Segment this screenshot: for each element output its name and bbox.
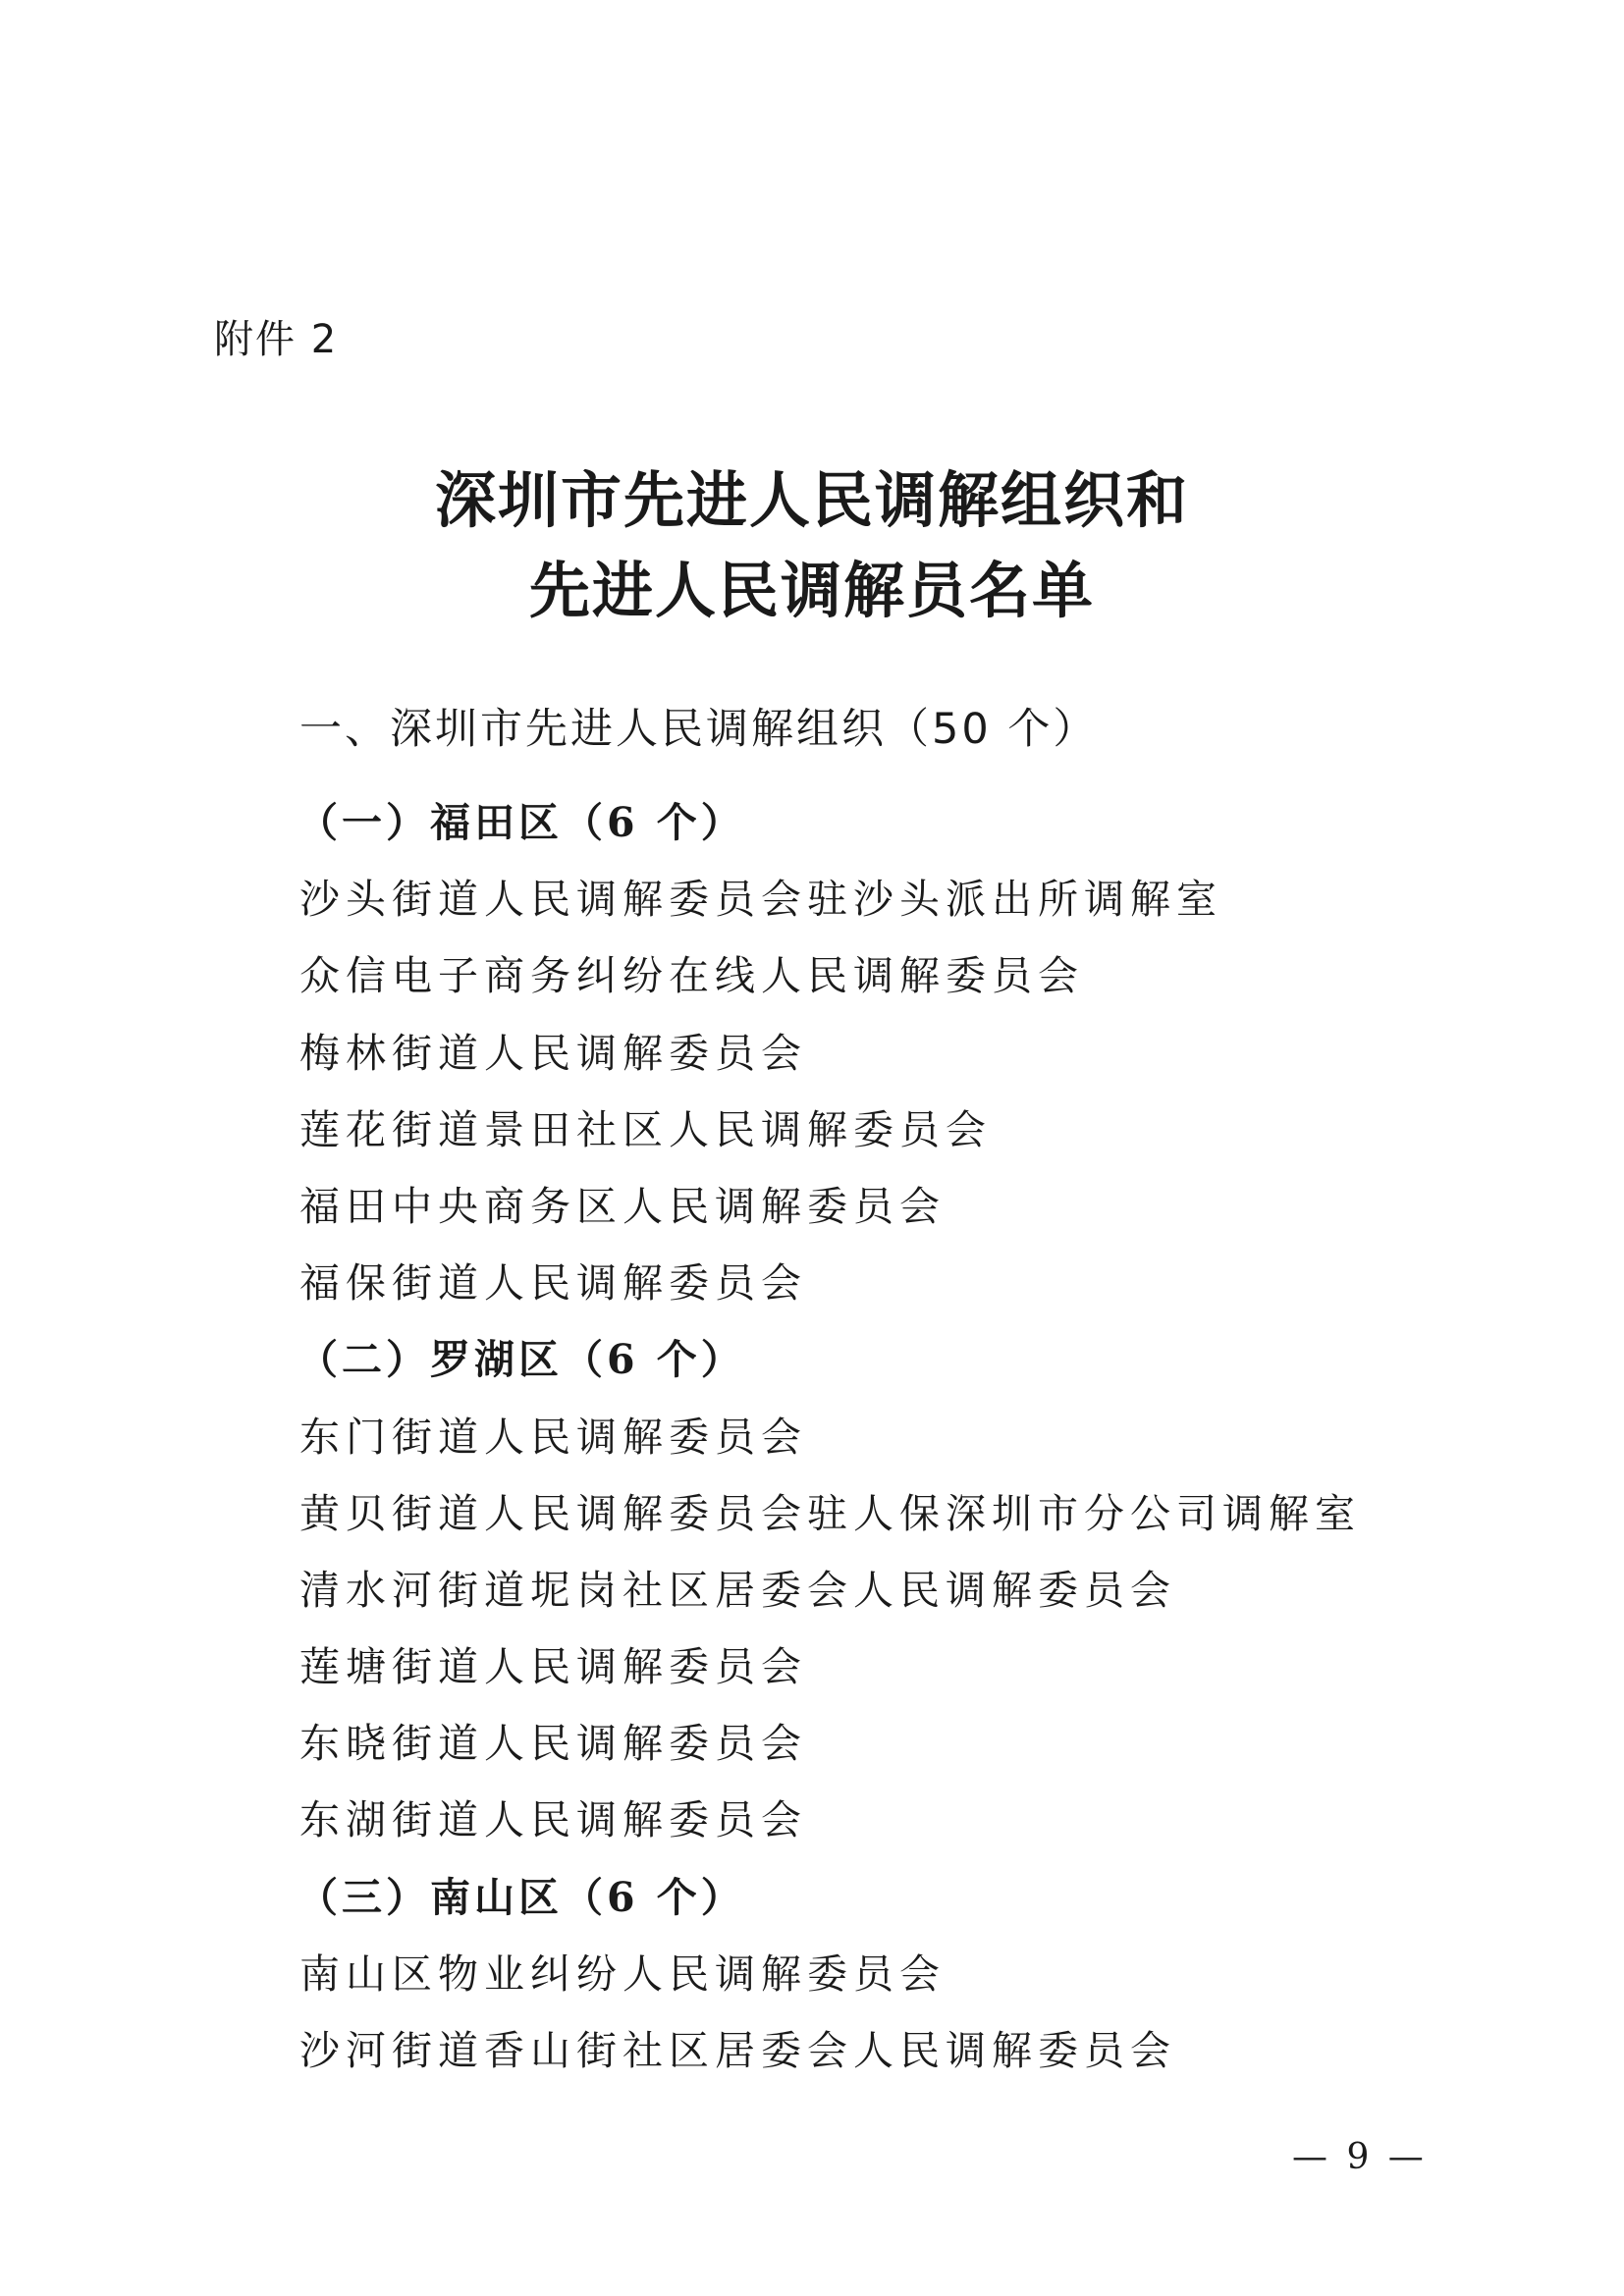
list-item: 东门街道人民调解委员会: [299, 1413, 807, 1461]
list-item: 梅林街道人民调解委员会: [299, 1029, 807, 1077]
document-title-line-1: 深圳市先进人民调解组织和: [434, 464, 1189, 536]
list-item: 福保街道人民调解委员会: [299, 1259, 807, 1308]
list-item: 沙河街道香山街社区居委会人民调解委员会: [299, 2027, 1176, 2074]
list-item: 东晓街道人民调解委员会: [299, 1720, 807, 1768]
document-title: [0, 455, 1624, 636]
district-heading: （三）南山区（6 个）: [298, 1873, 745, 1921]
district-heading: （二）罗湖区（6 个）: [298, 1336, 745, 1384]
list-item: 东湖街道人民调解委员会: [299, 1796, 807, 1844]
list-item: 福田中央商务区人民调解委员会: [299, 1182, 946, 1230]
section-heading: 一、深圳市先进人民调解组织（50 个）: [299, 705, 1099, 754]
list-item: 清水河街道坭岗社区居委会人民调解委员会: [299, 1566, 1176, 1614]
district-heading: （一）福田区（6 个）: [298, 799, 745, 846]
document-title-line-2: 先进人民调解员名单: [528, 555, 1095, 626]
list-item: 众信电子商务纠纷在线人民调解委员会: [299, 952, 1084, 1000]
list-item: 莲花街道景田社区人民调解委员会: [299, 1105, 992, 1153]
list-item: 南山区物业纠纷人民调解委员会: [299, 1949, 946, 1998]
list-item: 莲塘街道人民调解委员会: [299, 1643, 807, 1691]
attachment-label: 附件 2: [214, 317, 339, 362]
list-item: 黄贝街道人民调解委员会驻人保深圳市分公司调解室: [299, 1489, 1361, 1537]
list-item: 沙头街道人民调解委员会驻沙头派出所调解室: [299, 876, 1222, 924]
page-number: — 9 —: [1292, 2137, 1428, 2177]
organization-list: [299, 784, 1361, 2089]
